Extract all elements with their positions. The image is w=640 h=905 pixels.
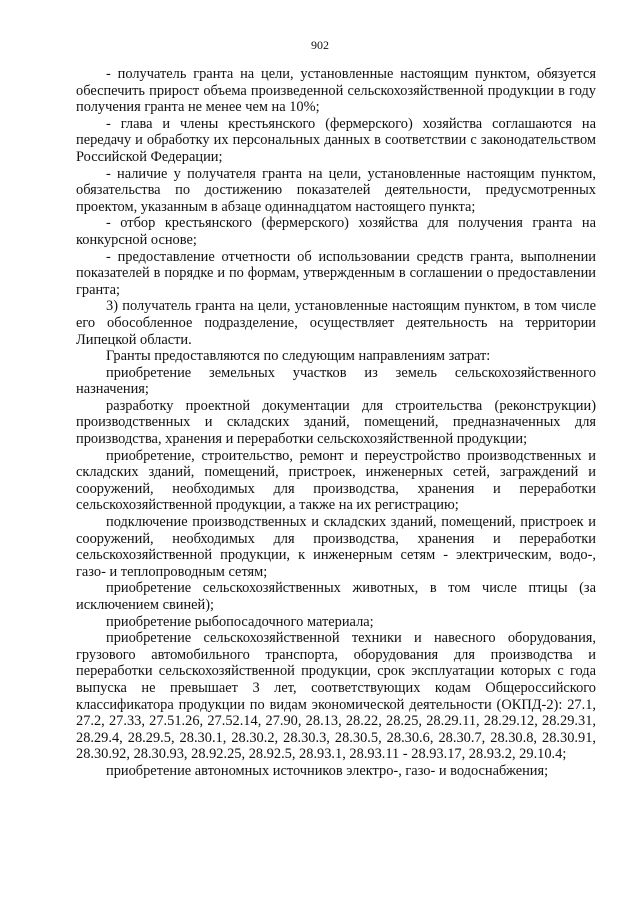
paragraph: - наличие у получателя гранта на цели, установленные настоящим пунктом, обязательства по достижению показателей деятельности, предусмотренных проектом, указанным в абзаце одиннадцатом настоящего пункта; xyxy=(76,165,596,215)
paragraph: приобретение сельскохозяйственных животных, в том числе птицы (за исключением свиней); xyxy=(76,580,596,613)
body-text xyxy=(76,66,596,780)
paragraph: Гранты предоставляются по следующим направлениям затрат: xyxy=(106,348,491,365)
page-number: 902 xyxy=(311,38,329,52)
paragraph: приобретение сельскохозяйственной техники и навесного оборудования, грузового автомобильного транспорта, оборудования для производства и переработки сельскохозяйственной продукции, срок эксплуатации которых с года выпуска не превышает 3 лет, соответствующих кодам Общероссийского классификатора продукции по видам экономической деятельности (ОКПД-2): 27.1, 27.2, 27.33, 27.51.26, 27.52.14, 27.90, 28.13, 28.22, 28.25, 28.29.11, 28.29.12, 28.29.31, 28.29.4, 28.29.5, 28.30.1, 28.30.2, 28.30.3, 28.30.5, 28.30.6, 28.30.7, 28.30.8, 28.30.91, 28.30.92, 28.30.93, 28.92.25, 28.92.5, 28.93.1, 28.93.11 - 28.93.17, 28.93.2, 29.10.4; xyxy=(76,630,596,763)
paragraph: 3) получатель гранта на цели, установленные настоящим пунктом, в том числе его обособленное подразделение, осуществляет деятельность на территории Липецкой области. xyxy=(76,298,596,348)
paragraph: - глава и члены крестьянского (фермерского) хозяйства соглашаются на передачу и обработку их персональных данных в соответствии с законодательством Российской Федерации; xyxy=(76,115,596,165)
paragraph: приобретение рыбопосадочного материала; xyxy=(106,613,374,630)
paragraph: приобретение земельных участков из земель сельскохозяйственного назначения; xyxy=(76,364,596,398)
paragraph: - предоставление отчетности об использовании средств гранта, выполнении показателей в порядке и по формам, утвержденным в соглашении о предоставлении гранта; xyxy=(76,248,596,298)
paragraph: - получатель гранта на цели, установленные настоящим пунктом, обязуется обеспечить прирост объема произведенной сельскохозяйственной продукции в году получения гранта не менее чем на 10%; xyxy=(76,66,596,116)
paragraph: подключение производственных и складских зданий, помещений, пристроек и сооружений, необходимых для производства, хранения и переработки сельскохозяйственной продукции, к инженерным сетям - электрическим, водо-, газо- и теплопроводным сетям; xyxy=(76,514,596,580)
paragraph: приобретение автономных источников электро-, газо- и водоснабжения; xyxy=(106,762,549,779)
paragraph: приобретение, строительство, ремонт и переустройство производственных и складских зданий, помещений, пристроек, инженерных сетей, заграждений и сооружений, необходимых для производства, хранения и переработки сельскохозяйственной продукции, а также на их регистрацию; xyxy=(76,447,596,514)
paragraph: разработку проектной документации для строительства (реконструкции) производственных и складских зданий, помещений, предназначенных для производства, хранения и переработки сельскохозяйственной продукции; xyxy=(76,397,596,448)
paragraph: - отбор крестьянского (фермерского) хозяйства для получения гранта на конкурсной основе; xyxy=(76,215,596,248)
